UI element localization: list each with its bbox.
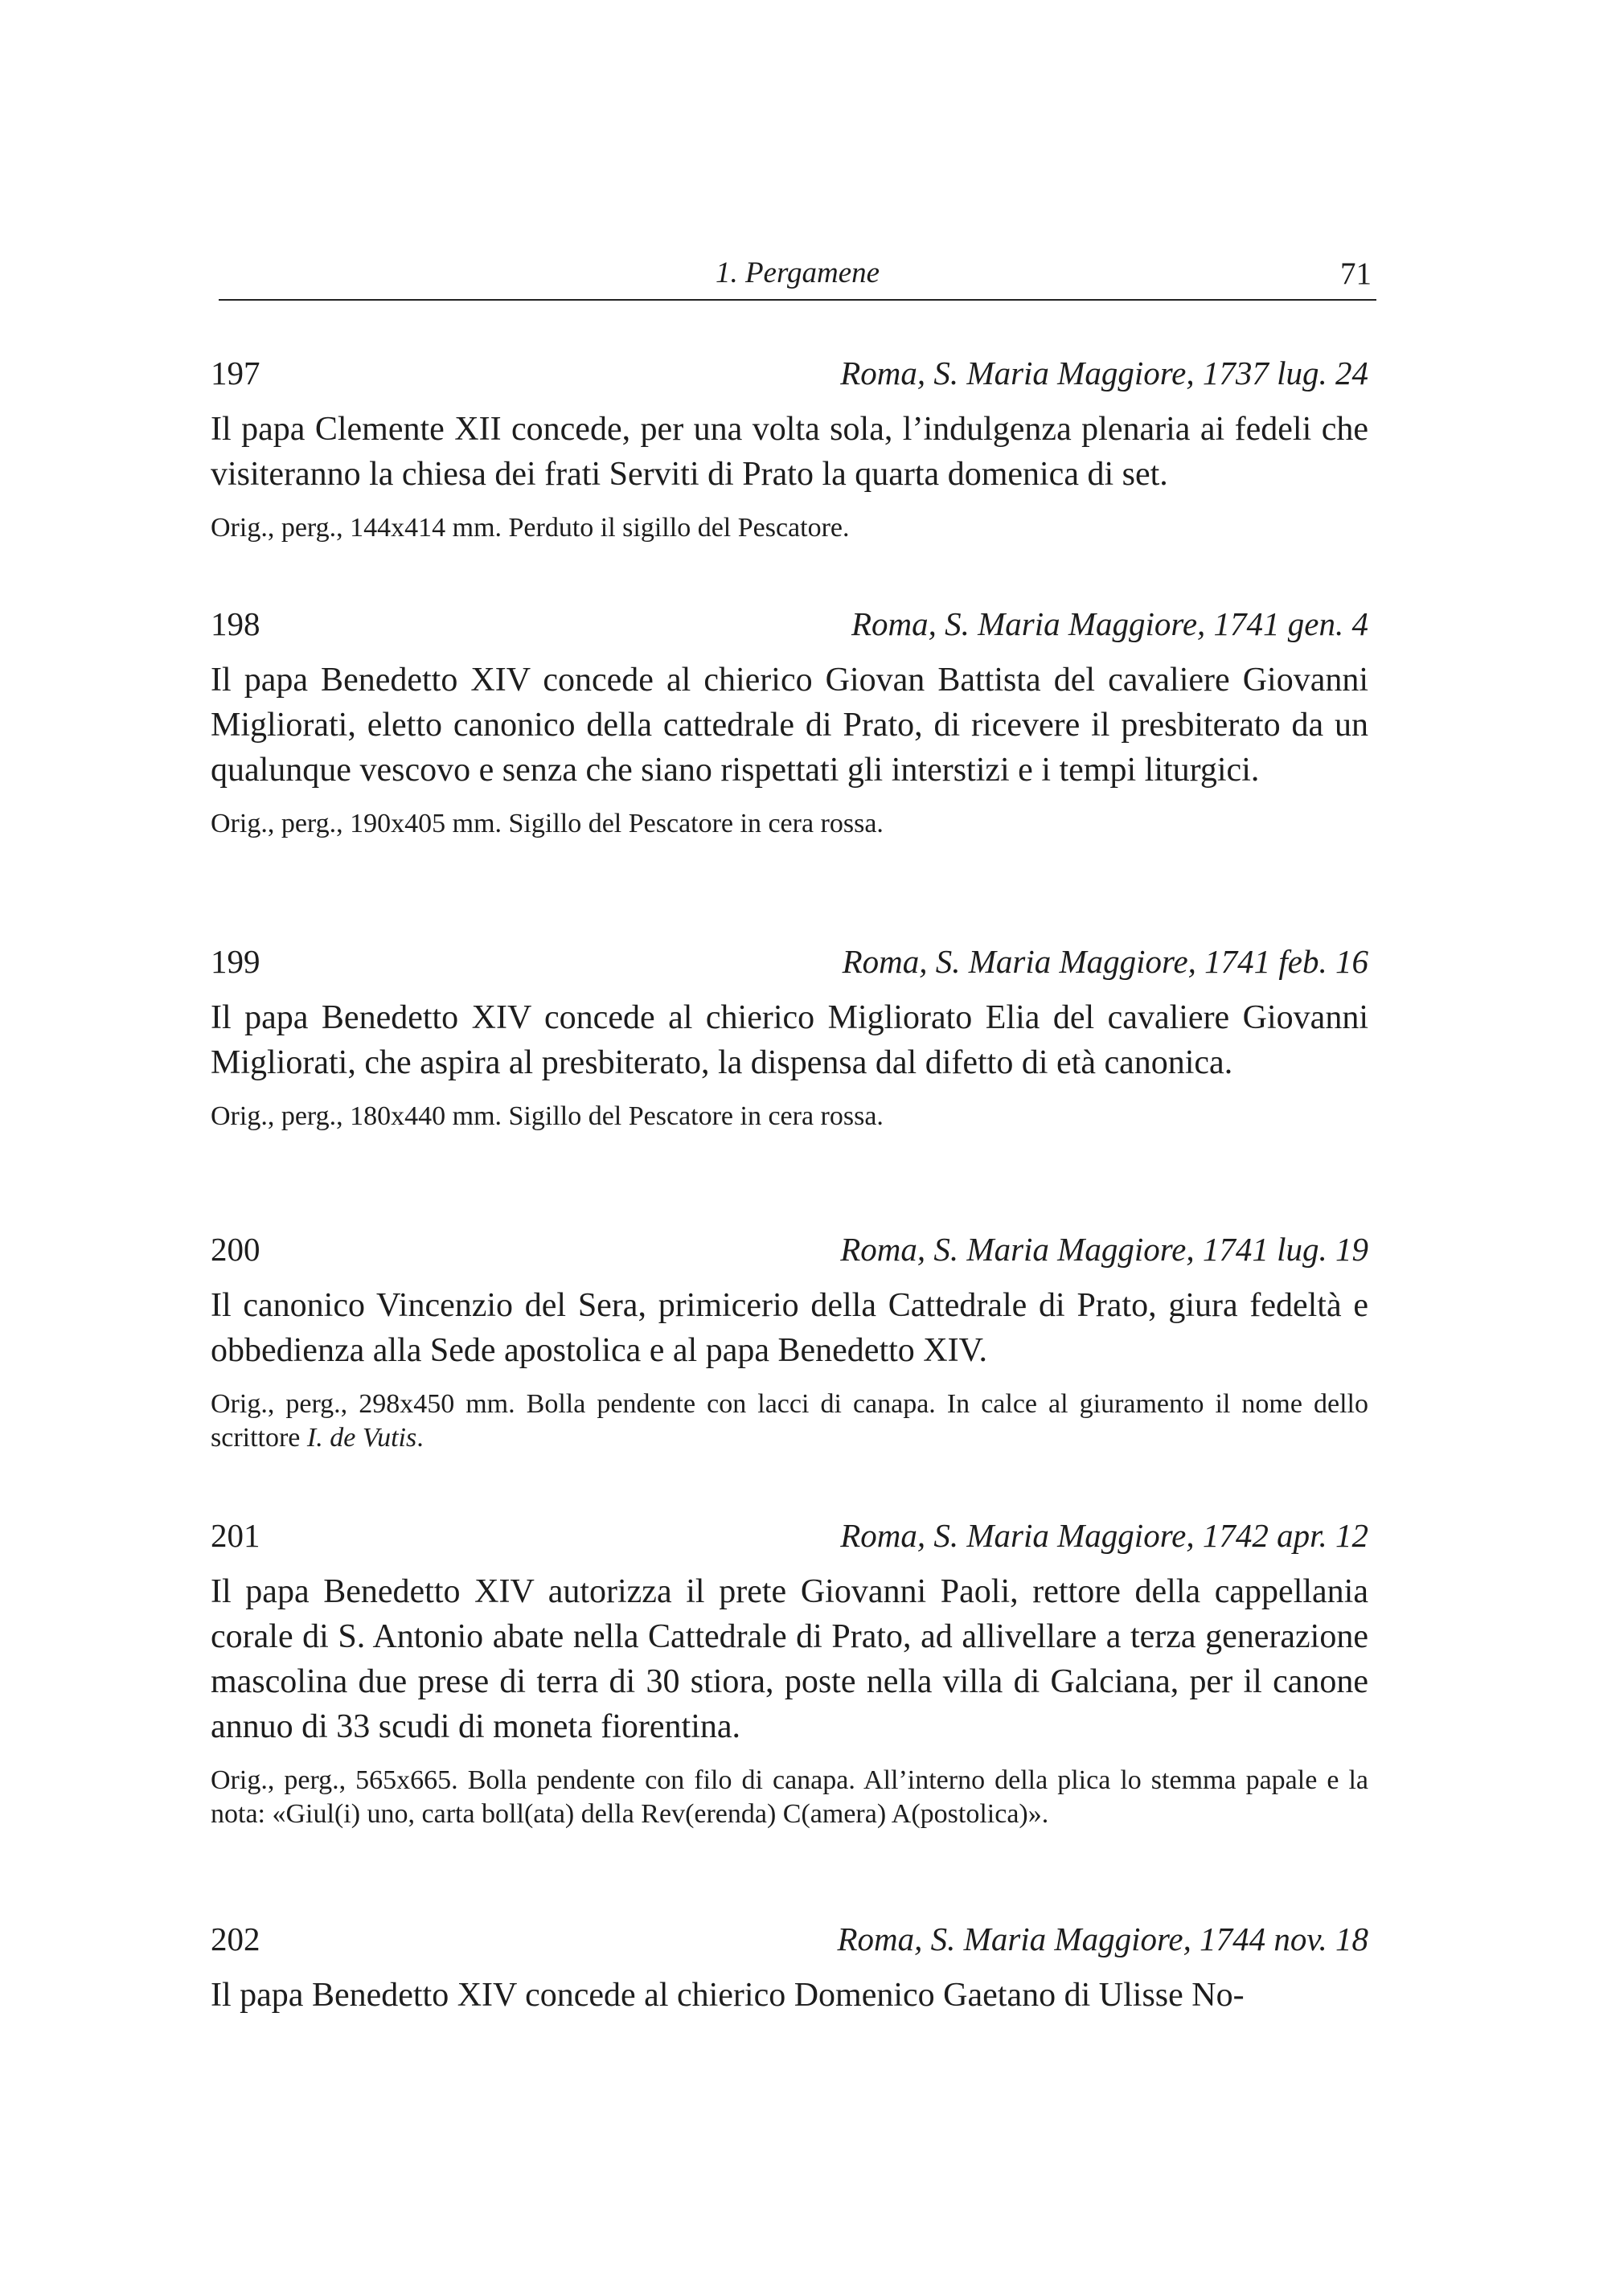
entry-number: 202	[211, 1920, 260, 1957]
running-head	[219, 251, 1376, 301]
catalog-entry	[211, 354, 1368, 545]
catalog-entry	[211, 1920, 1368, 2018]
entry-place-date: Roma, S. Maria Maggiore, 1742 apr. 12	[840, 1517, 1368, 1554]
entry-note-text: Orig., perg., 298x450 mm. Bolla pendente con lacci di canapa. In calce al giuramento il nome dello scrittore	[211, 1389, 1368, 1453]
entry-text: Il papa Benedetto XIV concede al chierico Giovan Battista del cavaliere Giovanni Migliorati, eletto canonico della cattedrale di Prato, di ricevere il presbiterato da un qualunque vescovo e senza che siano rispettati gli interstizi e i tempi liturgici.	[211, 662, 1368, 789]
entry-text: Il papa Benedetto XIV concede al chierico Migliorato Elia del cavaliere Giovanni Migliorati, che aspira al presbiterato, la dispensa dal difetto di età canonica.	[211, 999, 1368, 1081]
entry-place-date: Roma, S. Maria Maggiore, 1737 lug. 24	[840, 355, 1368, 391]
entry-heading	[211, 942, 1368, 984]
entry-place-date: Roma, S. Maria Maggiore, 1741 feb. 16	[842, 943, 1368, 980]
entry-note: Orig., perg., 144x414 mm. Perduto il sigillo del Pescatore.	[211, 513, 850, 543]
entry-text: Il papa Benedetto XIV concede al chierico Domenico Gaetano di Ulisse No-	[211, 1977, 1245, 2014]
entry-number: 198	[211, 605, 260, 642]
entry-number: 197	[211, 355, 260, 391]
section-title: 1. Pergamene	[715, 256, 880, 289]
entry-place-date: Roma, S. Maria Maggiore, 1741 lug. 19	[840, 1231, 1368, 1268]
entry-place-date: Roma, S. Maria Maggiore, 1744 nov. 18	[837, 1920, 1368, 1957]
catalog-entry	[211, 942, 1368, 1133]
entry-text: Il canonico Vincenzio del Sera, primicerio della Cattedrale di Prato, giura fedeltà e obbedienza alla Sede apostolica e al papa Benedetto XIV.	[211, 1287, 1368, 1369]
page-number: 71	[1340, 256, 1372, 291]
entry-heading	[211, 1230, 1368, 1272]
entry-number: 201	[211, 1517, 260, 1554]
scribe-name: I. de Vutis	[306, 1423, 417, 1453]
entry-note: Orig., perg., 180x440 mm. Sigillo del Pescatore in cera rossa.	[211, 1101, 884, 1131]
catalog-entry	[211, 1516, 1368, 1831]
entry-note	[211, 1388, 1368, 1455]
entry-note: Orig., perg., 190x405 mm. Sigillo del Pescatore in cera rossa.	[211, 809, 884, 838]
entry-number: 200	[211, 1231, 260, 1268]
entry-note-end: .	[416, 1423, 424, 1453]
entry-place-date: Roma, S. Maria Maggiore, 1741 gen. 4	[851, 605, 1368, 642]
entry-heading	[211, 1516, 1368, 1558]
entry-number: 199	[211, 943, 260, 980]
entry-text: Il papa Benedetto XIV autorizza il prete Giovanni Paoli, rettore della cappellania corale di S. Antonio abate nella Cattedrale di Prato, ad allivellare a terza generazione mascolina due prese di terra di 30 stiora, poste nella villa di Galciana, per il canone annuo di 33 scudi di moneta fiorentina.	[211, 1573, 1368, 1745]
entry-heading	[211, 605, 1368, 646]
entry-heading	[211, 1920, 1368, 1961]
entry-note: Orig., perg., 565x665. Bolla pendente con filo di canapa. All’interno della plica lo stemma papale e la nota: «Giul(i) uno, carta boll(ata) della Rev(erenda) C(amera) A(postolica)».	[211, 1765, 1368, 1829]
entry-heading	[211, 354, 1368, 396]
entry-text: Il papa Clemente XII concede, per una volta sola, l’indulgenza plenaria ai fedeli che visiteranno la chiesa dei frati Serviti di Prato la quarta domenica di set.	[211, 411, 1368, 493]
catalog-entry	[211, 1230, 1368, 1455]
catalog-entry	[211, 605, 1368, 841]
